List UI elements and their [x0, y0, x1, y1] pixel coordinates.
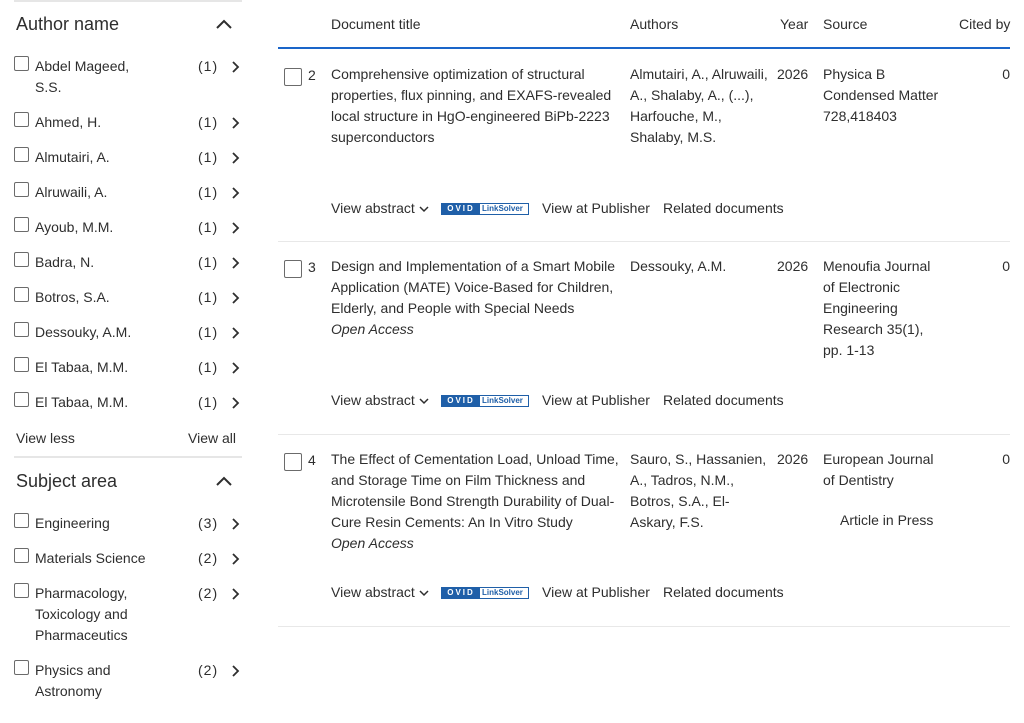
checkbox-icon[interactable] [14, 583, 29, 598]
year-cell: 2026 [777, 258, 809, 274]
ovid-logo-text: OVID [442, 204, 480, 214]
header-authors[interactable]: Authors [630, 16, 679, 32]
open-access-label: Open Access [331, 535, 414, 551]
subject-facet-header[interactable] [16, 471, 242, 501]
facet-item-label: El Tabaa, M.M. [35, 359, 129, 375]
facet-item-label: Dessouky, A.M. [35, 324, 132, 340]
row-number: 4 [308, 452, 316, 468]
view-abstract-button[interactable] [331, 392, 429, 408]
chevron-right-icon[interactable] [232, 257, 240, 269]
facet-item-count: (1) [198, 219, 219, 235]
cited-by-cell: 0 [1002, 451, 1010, 467]
checkbox-icon[interactable] [14, 548, 29, 563]
checkbox-icon[interactable] [14, 56, 29, 71]
view-abstract-button[interactable] [331, 200, 429, 216]
chevron-right-icon[interactable] [232, 397, 240, 409]
ovid-logo-text: OVID [442, 396, 480, 406]
facet-item-label: Almutairi, A. [35, 149, 110, 165]
checkbox-icon[interactable] [14, 392, 29, 407]
related-documents-link[interactable]: Related documents [663, 584, 784, 600]
facet-item-count: (2) [198, 585, 219, 601]
chevron-right-icon[interactable] [232, 292, 240, 304]
view-at-publisher-link[interactable]: View at Publisher [542, 392, 650, 408]
divider [14, 0, 242, 2]
linksolver-text: LinkSolver [482, 588, 523, 597]
cited-by-cell: 0 [1002, 66, 1010, 82]
article-in-press-label: Article in Press [840, 512, 934, 528]
facet-item-count: (1) [198, 149, 219, 165]
document-title-link[interactable]: Comprehensive optimization of structural properties, flux pinning, and EXAFS-revealed local structure in HgO-engineered BiPb-2223 superconductors [331, 66, 612, 145]
related-documents-link[interactable]: Related documents [663, 392, 784, 408]
checkbox-icon[interactable] [14, 147, 29, 162]
facet-item-count: (1) [198, 184, 219, 200]
view-at-publisher-link[interactable]: View at Publisher [542, 584, 650, 600]
facet-item-label: El Tabaa, M.M. [35, 394, 129, 410]
author-facet-header[interactable] [16, 14, 242, 44]
chevron-right-icon[interactable] [232, 553, 240, 565]
checkbox-icon[interactable] [14, 112, 29, 127]
linksolver-text: LinkSolver [482, 396, 523, 405]
checkbox-icon[interactable] [284, 260, 302, 278]
ovid-linksolver-button[interactable] [441, 587, 529, 599]
authors-cell[interactable]: Dessouky, A.M. [630, 258, 727, 274]
authors-cell[interactable]: Sauro, S., Hassanien, A., Tadros, N.M., Botros, S.A., El-Askary, F.S. [630, 451, 767, 530]
header-underline [278, 47, 1010, 49]
facet-item-count: (1) [198, 289, 219, 305]
row-number: 3 [308, 259, 316, 275]
chevron-down-icon [419, 398, 429, 405]
facet-item-count: (1) [198, 254, 219, 270]
row-number: 2 [308, 67, 316, 83]
view-abstract-label: View abstract [331, 584, 415, 600]
facet-item-count: (3) [198, 515, 219, 531]
chevron-right-icon[interactable] [232, 518, 240, 530]
checkbox-icon[interactable] [14, 322, 29, 337]
linksolver-text: LinkSolver [482, 204, 523, 213]
facet-item-label: Botros, S.A. [35, 289, 110, 305]
document-title-cell [331, 64, 623, 148]
chevron-up-icon[interactable] [216, 19, 232, 29]
chevron-right-icon[interactable] [232, 222, 240, 234]
facet-item-count: (1) [198, 114, 219, 130]
chevron-down-icon [419, 590, 429, 597]
view-all-link[interactable]: View all [188, 430, 236, 446]
chevron-right-icon[interactable] [232, 152, 240, 164]
chevron-right-icon[interactable] [232, 61, 240, 73]
checkbox-icon[interactable] [14, 357, 29, 372]
view-abstract-button[interactable] [331, 584, 429, 600]
chevron-right-icon[interactable] [232, 362, 240, 374]
ovid-logo-text: OVID [442, 588, 480, 598]
view-less-link[interactable]: View less [16, 430, 75, 446]
facet-item-label: Abdel Mageed, S.S. [35, 58, 130, 95]
facet-title: Subject area [16, 471, 118, 491]
row-divider [278, 241, 1010, 242]
checkbox-icon[interactable] [14, 252, 29, 267]
document-title-link[interactable]: The Effect of Cementation Load, Unload Time, and Storage Time on Film Thickness and Microtensile Bond Strength Durability of Dual-Cure Resin Cements: An In Vitro Study [331, 451, 619, 530]
related-documents-link[interactable]: Related documents [663, 200, 784, 216]
header-document-title[interactable]: Document title [331, 16, 421, 32]
checkbox-icon[interactable] [14, 660, 29, 675]
row-divider [278, 626, 1010, 627]
document-title-cell [331, 449, 623, 554]
chevron-right-icon[interactable] [232, 117, 240, 129]
source-cell[interactable]: Menoufia Journal of Electronic Engineering Research 35(1), pp. 1-13 [823, 258, 931, 358]
facet-item-label: Badra, N. [35, 254, 95, 270]
facet-item-label: Materials Science [35, 550, 146, 566]
source-cell[interactable]: European Journal of Dentistry [823, 451, 934, 488]
header-cited-by[interactable]: Cited by [959, 16, 1011, 32]
view-abstract-label: View abstract [331, 392, 415, 408]
chevron-up-icon[interactable] [216, 476, 232, 486]
open-access-label: Open Access [331, 321, 414, 337]
chevron-right-icon[interactable] [232, 588, 240, 600]
facet-item-count: (1) [198, 359, 219, 375]
chevron-right-icon[interactable] [232, 665, 240, 677]
document-title-cell [331, 256, 623, 340]
ovid-linksolver-button[interactable] [441, 203, 529, 215]
year-cell: 2026 [777, 451, 809, 467]
chevron-down-icon [419, 206, 429, 213]
checkbox-icon[interactable] [14, 217, 29, 232]
facet-item-count: (1) [198, 58, 219, 74]
source-cell[interactable]: Physica B Condensed Matter 728,418403 [823, 66, 939, 124]
checkbox-icon[interactable] [14, 182, 29, 197]
checkbox-icon[interactable] [284, 68, 302, 86]
header-source[interactable]: Source [823, 16, 868, 32]
ovid-linksolver-button[interactable] [441, 395, 529, 407]
checkbox-icon[interactable] [284, 453, 302, 471]
authors-cell[interactable]: Almutairi, A., Alruwaili, A., Shalaby, A., (...), Harfouche, M., Shalaby, M.S. [630, 66, 768, 145]
row-divider [278, 434, 1010, 435]
facet-item-label: Pharmacology, Toxicology and Pharmaceutics [35, 585, 128, 643]
view-at-publisher-link[interactable]: View at Publisher [542, 200, 650, 216]
facet-item-count: (2) [198, 550, 219, 566]
view-abstract-label: View abstract [331, 200, 415, 216]
header-year[interactable]: Year [780, 16, 809, 32]
year-cell: 2026 [777, 66, 809, 82]
facet-item-count: (1) [198, 394, 219, 410]
facet-item-label: Ayoub, M.M. [35, 219, 114, 235]
facet-item-count: (1) [198, 324, 219, 340]
facet-title: Author name [16, 14, 120, 34]
facet-item-label: Engineering [35, 515, 110, 531]
cited-by-cell: 0 [1002, 258, 1010, 274]
document-title-link[interactable]: Design and Implementation of a Smart Mobile Application (MATE) Voice-Based for Children, Elderly, and People with Special Needs [331, 258, 616, 316]
checkbox-icon[interactable] [14, 513, 29, 528]
facet-item-label: Physics and Astronomy [35, 662, 111, 699]
facet-item-label: Alruwaili, A. [35, 184, 108, 200]
chevron-right-icon[interactable] [232, 327, 240, 339]
checkbox-icon[interactable] [14, 287, 29, 302]
facet-item-label: Ahmed, H. [35, 114, 102, 130]
chevron-right-icon[interactable] [232, 187, 240, 199]
divider [14, 456, 242, 458]
facet-item-count: (2) [198, 662, 219, 678]
